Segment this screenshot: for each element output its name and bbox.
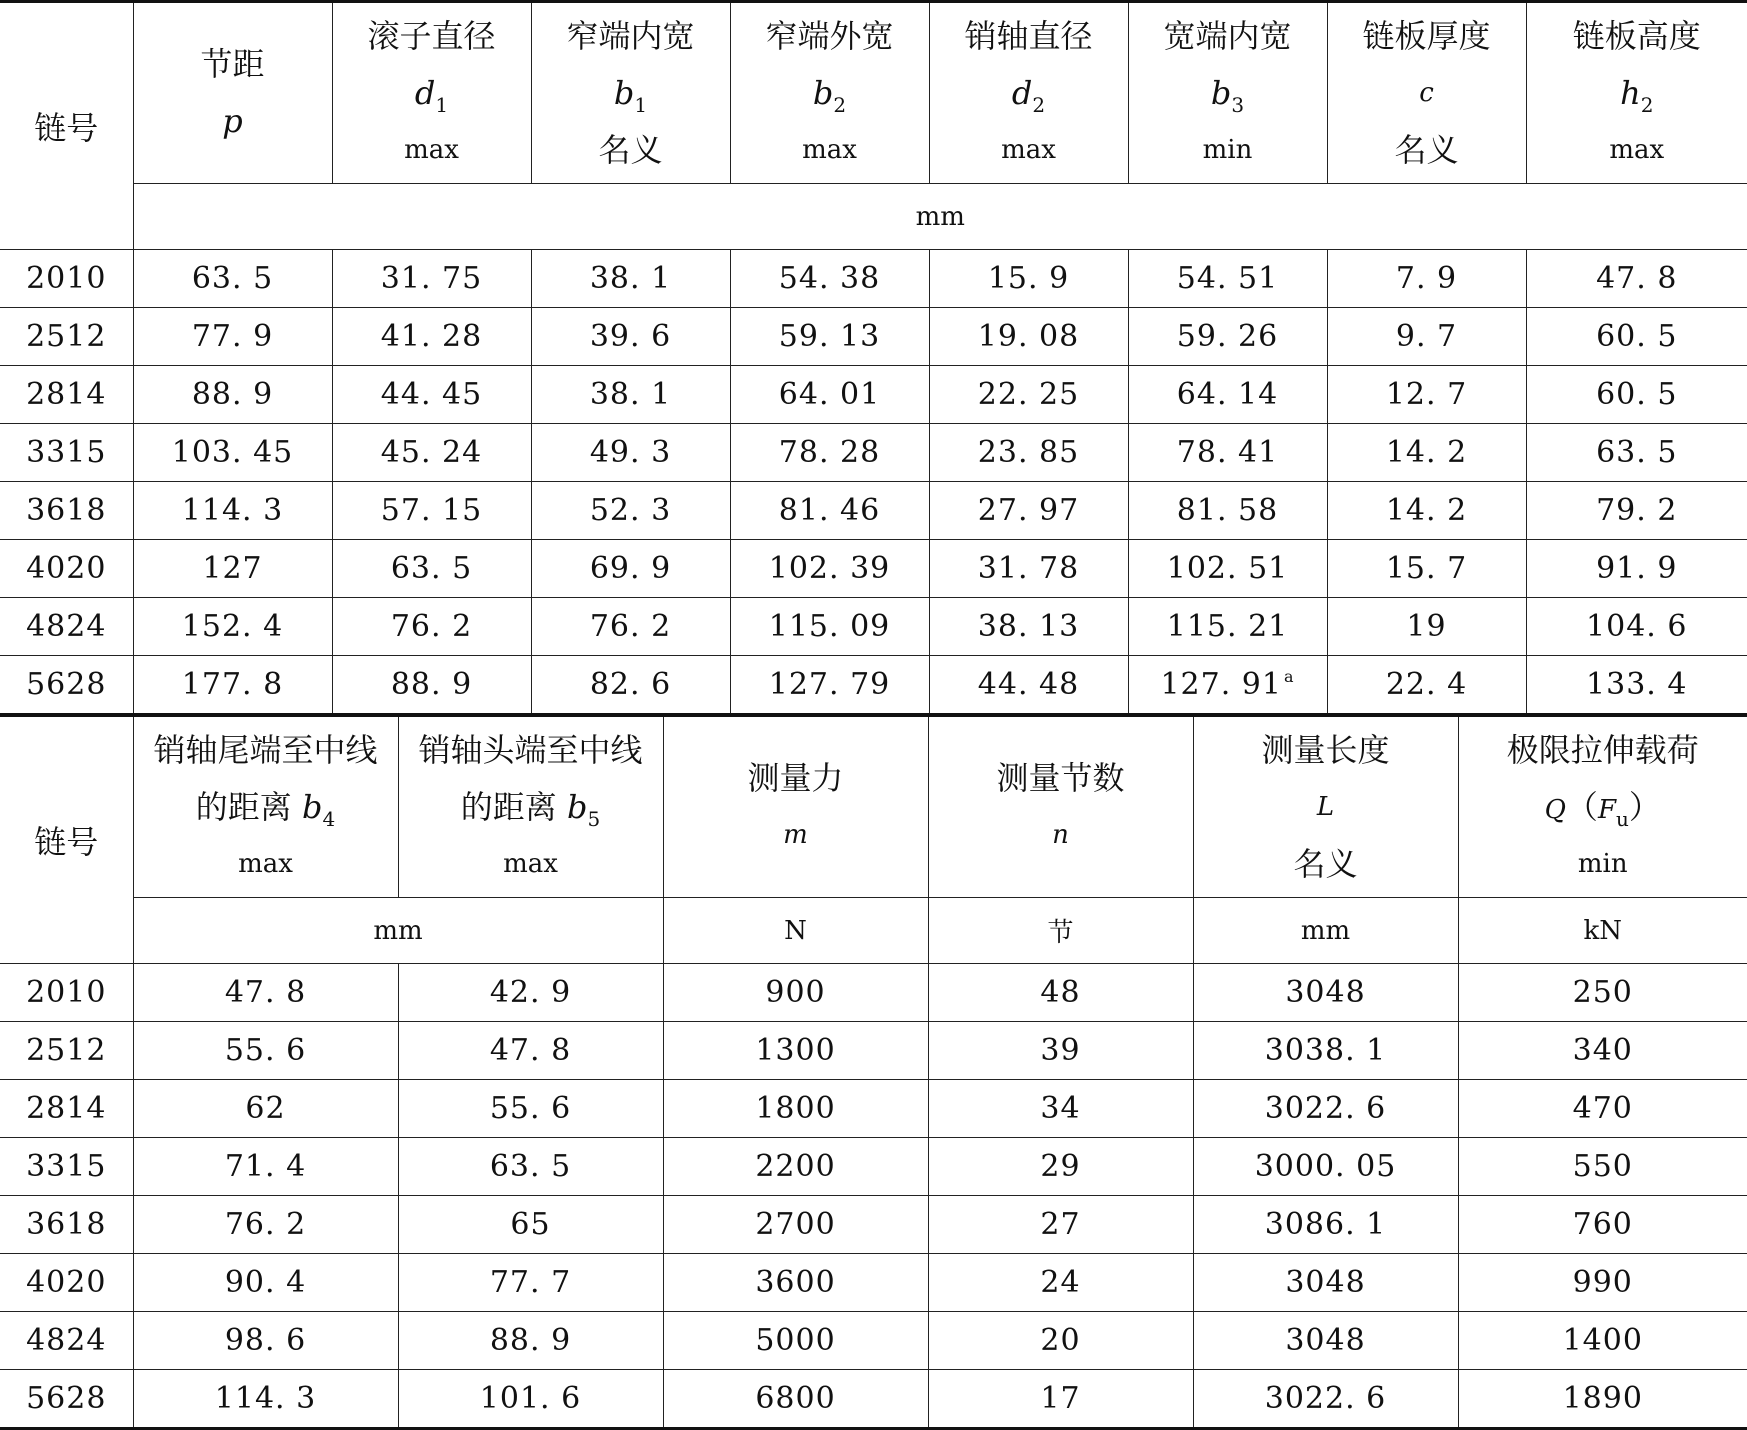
- table-row: [0, 308, 1747, 366]
- value-cell: 3048: [1193, 964, 1458, 1022]
- col-header-pin-diameter: [929, 2, 1128, 184]
- table-row: [0, 1312, 1747, 1370]
- value-cell: 48: [928, 964, 1193, 1022]
- table-row: [0, 250, 1747, 308]
- col-header-name: 链板厚度: [1328, 8, 1526, 65]
- table-row: [0, 424, 1747, 482]
- value-cell: 3086. 1: [1193, 1196, 1458, 1254]
- value-cell: 77. 7: [398, 1254, 663, 1312]
- value-cell: 59. 13: [730, 308, 929, 366]
- value-cell: 115. 09: [730, 598, 929, 656]
- col-header-name: 测量节数: [929, 750, 1193, 807]
- value-cell: 42. 9: [398, 964, 663, 1022]
- value-cell: 60. 5: [1526, 308, 1747, 366]
- value-cell: 91. 9: [1526, 540, 1747, 598]
- col-header-narrow-outer-width: [730, 2, 929, 184]
- unit-cell: mm: [133, 184, 1747, 250]
- value-cell: 47. 8: [1526, 250, 1747, 308]
- value-cell: 78. 28: [730, 424, 929, 482]
- col-header-name: 链板高度: [1527, 8, 1747, 65]
- chain-no-cell: 2814: [0, 1080, 133, 1138]
- value-cell: 5000: [663, 1312, 928, 1370]
- value-cell: 44. 48: [929, 656, 1128, 715]
- col-header-name: 测量力: [664, 750, 928, 807]
- value-cell: 22. 4: [1327, 656, 1526, 715]
- chain-no-cell: 5628: [0, 1370, 133, 1429]
- value-cell: 81. 46: [730, 482, 929, 540]
- value-cell: 1400: [1458, 1312, 1747, 1370]
- col-header-pitch: [133, 2, 332, 184]
- col-header-name: 销轴尾端至中线: [134, 722, 398, 779]
- col-header-symbol: c: [1328, 65, 1526, 122]
- table-row: [0, 366, 1747, 424]
- value-cell: 90. 4: [133, 1254, 398, 1312]
- value-cell: 1890: [1458, 1370, 1747, 1429]
- col-header-measuring-pitches: [928, 716, 1193, 898]
- value-cell: 3000. 05: [1193, 1138, 1458, 1196]
- chain-no-cell: 2814: [0, 366, 133, 424]
- value-cell: 47. 8: [133, 964, 398, 1022]
- unit-cell: mm: [1193, 898, 1458, 964]
- value-cell: 12. 7: [1327, 366, 1526, 424]
- table-row: [0, 1138, 1747, 1196]
- col-header-tensile-load: [1458, 716, 1747, 898]
- value-cell: 15. 9: [929, 250, 1128, 308]
- col-header-qualifier: max: [1527, 122, 1747, 179]
- value-cell: 2700: [663, 1196, 928, 1254]
- value-cell: 88. 9: [133, 366, 332, 424]
- value-cell: 114. 3: [133, 482, 332, 540]
- value-cell: 250: [1458, 964, 1747, 1022]
- value-cell: 103. 45: [133, 424, 332, 482]
- table-row: [0, 964, 1747, 1022]
- value-cell: 34: [928, 1080, 1193, 1138]
- value-cell: 39: [928, 1022, 1193, 1080]
- col-header-symbol: $d_1$: [333, 65, 531, 122]
- value-cell: 760: [1458, 1196, 1747, 1254]
- value-cell: 54. 38: [730, 250, 929, 308]
- col-header-qualifier: min: [1459, 836, 1747, 893]
- chain-no-cell: 2512: [0, 1022, 133, 1080]
- value-cell: 7. 9: [1327, 250, 1526, 308]
- col-header-roller-diameter: [332, 2, 531, 184]
- col-header-symbol: m: [664, 807, 928, 864]
- value-cell: 38. 1: [531, 366, 730, 424]
- value-cell: 9. 7: [1327, 308, 1526, 366]
- table-row: [0, 656, 1747, 715]
- value-cell: 71. 4: [133, 1138, 398, 1196]
- chain-no-cell: 4824: [0, 1312, 133, 1370]
- value-cell: 14. 2: [1327, 424, 1526, 482]
- value-cell: 17: [928, 1370, 1193, 1429]
- chain-no-cell: 2512: [0, 308, 133, 366]
- value-cell: 15. 7: [1327, 540, 1526, 598]
- value-cell: 47. 8: [398, 1022, 663, 1080]
- col-header-name: 销轴直径: [930, 8, 1128, 65]
- col-header-symbol: $d_2$: [930, 65, 1128, 122]
- value-cell: 65: [398, 1196, 663, 1254]
- value-cell: 3022. 6: [1193, 1370, 1458, 1429]
- table-row: [0, 1196, 1747, 1254]
- value-cell: 57. 15: [332, 482, 531, 540]
- table-row: [0, 540, 1747, 598]
- value-cell: 49. 3: [531, 424, 730, 482]
- value-cell: 78. 41: [1128, 424, 1327, 482]
- value-cell: 900: [663, 964, 928, 1022]
- value-cell: 38. 1: [531, 250, 730, 308]
- value-cell: 19: [1327, 598, 1526, 656]
- value-cell: 31. 78: [929, 540, 1128, 598]
- value-cell: 44. 45: [332, 366, 531, 424]
- value-cell: 98. 6: [133, 1312, 398, 1370]
- unit-row: [0, 184, 1747, 250]
- value-cell: 114. 3: [133, 1370, 398, 1429]
- col-header-symbol: $b_3$: [1129, 65, 1327, 122]
- value-cell: 55. 6: [398, 1080, 663, 1138]
- value-cell: 41. 28: [332, 308, 531, 366]
- table-row: [0, 1370, 1747, 1429]
- table-row: [0, 598, 1747, 656]
- chain-no-header: 链号: [0, 2, 133, 250]
- col-header-name: 销轴头端至中线: [399, 722, 663, 779]
- header-row: [0, 716, 1747, 898]
- col-header-symbol: $b_2$: [731, 65, 929, 122]
- chain-no-cell: 4824: [0, 598, 133, 656]
- col-header-symbol: $Q(F_u)$: [1459, 779, 1747, 836]
- value-cell: 3048: [1193, 1254, 1458, 1312]
- value-cell: 127. 91 $^a$: [1128, 656, 1327, 715]
- col-header-name: 窄端外宽: [731, 8, 929, 65]
- unit-cell: mm: [133, 898, 663, 964]
- value-cell: 104. 6: [1526, 598, 1747, 656]
- value-cell: 38. 13: [929, 598, 1128, 656]
- col-header-symbol: p: [134, 93, 332, 150]
- value-cell: 88. 9: [398, 1312, 663, 1370]
- chain-no-cell: 4020: [0, 540, 133, 598]
- chain-no-cell: 2010: [0, 964, 133, 1022]
- unit-cell: 节: [928, 898, 1193, 964]
- value-cell: 470: [1458, 1080, 1747, 1138]
- table-row: [0, 1022, 1747, 1080]
- value-cell: 101. 6: [398, 1370, 663, 1429]
- value-cell: 62: [133, 1080, 398, 1138]
- col-header-qualifier: max: [134, 836, 398, 893]
- value-cell: 82. 6: [531, 656, 730, 715]
- chain-no-cell: 3618: [0, 1196, 133, 1254]
- footnote-marker: a: [1284, 667, 1295, 686]
- value-cell: 127. 79: [730, 656, 929, 715]
- value-cell: 76. 2: [531, 598, 730, 656]
- chain-no-cell: 2010: [0, 250, 133, 308]
- chain-measurement-table: [0, 714, 1747, 1430]
- value-cell: 39. 6: [531, 308, 730, 366]
- value-cell: 102. 39: [730, 540, 929, 598]
- col-header-pin-head-distance: [398, 716, 663, 898]
- col-header-qualifier: 名义: [532, 122, 730, 179]
- col-header-name: 宽端内宽: [1129, 8, 1327, 65]
- value-cell: 64. 14: [1128, 366, 1327, 424]
- col-header-symbol: n: [929, 807, 1193, 864]
- col-header-qualifier: max: [333, 122, 531, 179]
- col-header-name-line2: 的距离 $b_4$: [134, 779, 398, 836]
- chain-no-cell: 3315: [0, 1138, 133, 1196]
- value-cell: 19. 08: [929, 308, 1128, 366]
- value-cell: 3048: [1193, 1312, 1458, 1370]
- value-cell: 23. 85: [929, 424, 1128, 482]
- unit-cell: kN: [1458, 898, 1747, 964]
- value-cell: 24: [928, 1254, 1193, 1312]
- col-header-pin-tail-distance: [133, 716, 398, 898]
- value-cell: 550: [1458, 1138, 1747, 1196]
- value-cell: 27: [928, 1196, 1193, 1254]
- value-cell: 127: [133, 540, 332, 598]
- value-cell: 31. 75: [332, 250, 531, 308]
- value-cell: 60. 5: [1526, 366, 1747, 424]
- value-cell: 54. 51: [1128, 250, 1327, 308]
- col-header-plate-thickness: [1327, 2, 1526, 184]
- value-cell: 102. 51: [1128, 540, 1327, 598]
- chain-no-cell: 5628: [0, 656, 133, 715]
- value-cell: 52. 3: [531, 482, 730, 540]
- col-header-narrow-inner-width: [531, 2, 730, 184]
- table-row: [0, 1080, 1747, 1138]
- value-cell: 45. 24: [332, 424, 531, 482]
- chain-no-cell: 3315: [0, 424, 133, 482]
- value-cell: 177. 8: [133, 656, 332, 715]
- value-cell: 76. 2: [133, 1196, 398, 1254]
- col-header-name-line2: 的距离 $b_5$: [399, 779, 663, 836]
- col-header-name: 窄端内宽: [532, 8, 730, 65]
- top-table-body: [0, 250, 1747, 715]
- value-cell: 115. 21: [1128, 598, 1327, 656]
- value-cell: 340: [1458, 1022, 1747, 1080]
- value-cell: 63. 5: [332, 540, 531, 598]
- value-cell: 27. 97: [929, 482, 1128, 540]
- value-cell: 88. 9: [332, 656, 531, 715]
- col-header-name: 节距: [134, 36, 332, 93]
- value-cell: 3038. 1: [1193, 1022, 1458, 1080]
- value-cell: 3022. 6: [1193, 1080, 1458, 1138]
- value-cell: 64. 01: [730, 366, 929, 424]
- value-cell: 152. 4: [133, 598, 332, 656]
- value-cell: 6800: [663, 1370, 928, 1429]
- col-header-qualifier: 名义: [1328, 122, 1526, 179]
- value-cell: 2200: [663, 1138, 928, 1196]
- value-cell: 1800: [663, 1080, 928, 1138]
- col-header-qualifier: 名义: [1194, 836, 1458, 893]
- chain-no-cell: 4020: [0, 1254, 133, 1312]
- value-cell: 990: [1458, 1254, 1747, 1312]
- table-row: [0, 1254, 1747, 1312]
- value-cell: 63. 5: [133, 250, 332, 308]
- col-header-qualifier: max: [731, 122, 929, 179]
- col-header-symbol: $b_1$: [532, 65, 730, 122]
- col-header-symbol: $h_2$: [1527, 65, 1747, 122]
- col-header-qualifier: max: [930, 122, 1128, 179]
- col-header-plate-height: [1526, 2, 1747, 184]
- value-cell: 14. 2: [1327, 482, 1526, 540]
- chain-no-cell: 3618: [0, 482, 133, 540]
- table-row: [0, 482, 1747, 540]
- col-header-measuring-length: [1193, 716, 1458, 898]
- value-cell: 133. 4: [1526, 656, 1747, 715]
- value-cell: 76. 2: [332, 598, 531, 656]
- value-cell: 79. 2: [1526, 482, 1747, 540]
- col-header-name: 滚子直径: [333, 8, 531, 65]
- value-cell: 63. 5: [398, 1138, 663, 1196]
- value-cell: 1300: [663, 1022, 928, 1080]
- col-header-name: 极限拉伸载荷: [1459, 722, 1747, 779]
- value-cell: 22. 25: [929, 366, 1128, 424]
- col-header-measuring-force: [663, 716, 928, 898]
- value-cell: 20: [928, 1312, 1193, 1370]
- header-row: [0, 2, 1747, 184]
- value-cell: 81. 58: [1128, 482, 1327, 540]
- value-cell: 29: [928, 1138, 1193, 1196]
- value-cell: 69. 9: [531, 540, 730, 598]
- col-header-name: 测量长度: [1194, 722, 1458, 779]
- unit-cell: N: [663, 898, 928, 964]
- value-cell: 59. 26: [1128, 308, 1327, 366]
- bottom-table-body: [0, 964, 1747, 1429]
- col-header-symbol: L: [1194, 779, 1458, 836]
- value-cell: 3600: [663, 1254, 928, 1312]
- value-cell: 77. 9: [133, 308, 332, 366]
- col-header-qualifier: min: [1129, 122, 1327, 179]
- col-header-wide-inner-width: [1128, 2, 1327, 184]
- unit-row: [0, 898, 1747, 964]
- col-header-qualifier: max: [399, 836, 663, 893]
- value-cell: 63. 5: [1526, 424, 1747, 482]
- value-cell: 55. 6: [133, 1022, 398, 1080]
- chain-no-header: 链号: [0, 716, 133, 964]
